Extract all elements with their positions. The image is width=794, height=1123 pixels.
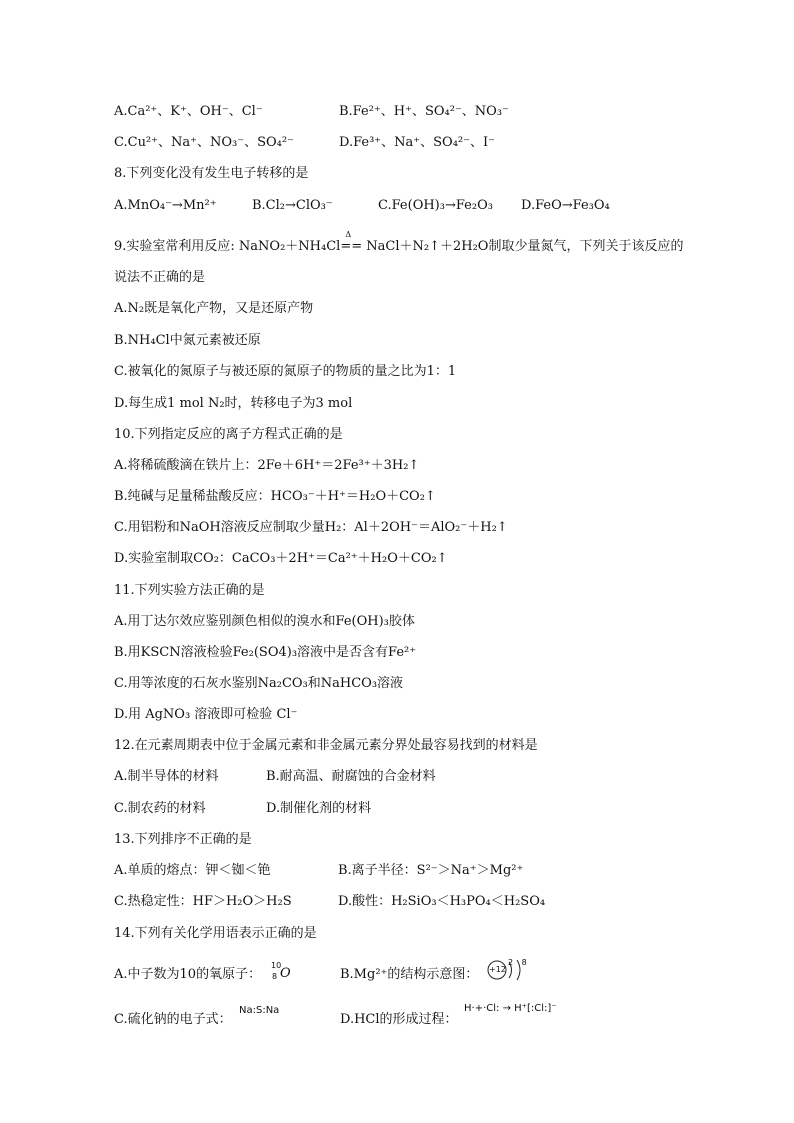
- q13-option-c: C.热稳定性：HF＞H₂O＞H₂S: [114, 894, 292, 909]
- q8-option-b: B.Cl₂→ClO₃⁻: [252, 198, 333, 213]
- q8-option-d: D.FeO→Fe₃O₄: [521, 198, 610, 213]
- q13-stem: 13.下列排序不正确的是: [114, 832, 252, 847]
- q9-option-a: A.N₂既是氧化产物，又是还原产物: [114, 301, 314, 316]
- q14-option-a: [114, 966, 261, 984]
- nucleus-charge: +12: [489, 965, 506, 974]
- q7-option-d: D.Fe³⁺、Na⁺、SO₄²⁻、I⁻: [339, 135, 496, 150]
- nuclide-mass-number: 10: [271, 961, 282, 970]
- q14-option-d-label: D.HCl的形成过程：: [340, 1012, 458, 1027]
- q11-option-c: C.用等浓度的石灰水鉴别Na₂CO₃和NaHCO₃溶液: [114, 676, 404, 691]
- mg-ion-structure-diagram: [486, 955, 536, 985]
- q8-option-c: C.Fe(OH)₃→Fe₂O₃: [378, 198, 493, 213]
- q12-option-d: D.制催化剂的材料: [266, 801, 372, 816]
- q12-option-c: C.制农药的材料: [114, 801, 206, 816]
- nuclide-element-symbol: O: [280, 966, 291, 981]
- q11-option-a: A.用丁达尔效应鉴别颜色相似的溴水和Fe(OH)₃胶体: [114, 614, 415, 629]
- q10-option-d: D.实验室制取CO₂：CaCO₃＋2H⁺＝Ca²⁺＋H₂O＋CO₂↑: [114, 551, 448, 566]
- q8-option-a: A.MnO₄⁻→Mn²⁺: [114, 198, 217, 213]
- sodium-sulfide-electron-formula: [239, 1005, 279, 1016]
- heat-delta-mark: Δ: [345, 230, 352, 239]
- q14-option-c-label: C.硫化钠的电子式：: [114, 1012, 232, 1027]
- q9-option-d: D.每生成1 mol N₂时，转移电子为3 mol: [114, 396, 353, 411]
- q11-stem: 11.下列实验方法正确的是: [114, 583, 265, 598]
- q10-option-c: C.用铝粉和NaOH溶液反应制取少量H₂：Al＋2OH⁻＝AlO₂⁻＋H₂↑: [114, 520, 508, 535]
- electron-formula-text: Na:S:Na: [239, 1005, 280, 1016]
- q9-option-c: C.被氧化的氮原子与被还原的氮原子的物质的量之比为1：1: [114, 364, 457, 379]
- q12-stem: 12.在元素周期表中位于金属元素和非金属元素分界处最容易找到的材料是: [114, 738, 538, 753]
- product-electron-dots: H⁺[:Cl:]⁻: [514, 1003, 557, 1014]
- q13-option-b: B.离子半径：S²⁻＞Na⁺＞Mg²⁺: [338, 863, 524, 878]
- q9-stem-part2: NaCl＋N₂↑＋2H₂O制取少量氮气，下列关于该反应的: [362, 239, 684, 254]
- equals-sign: ==: [340, 239, 363, 254]
- arrow-icon: →: [502, 1003, 511, 1014]
- reactant-electron-dots: H·+·Cl:: [464, 1003, 500, 1014]
- q7-option-b: B.Fe²⁺、H⁺、SO₄²⁻、NO₃⁻: [339, 104, 509, 119]
- q10-stem: 10.下列指定反应的离子方程式正确的是: [114, 427, 343, 442]
- q9-option-b: B.NH₄Cl中氮元素被还原: [114, 333, 261, 348]
- q12-option-b: B.耐高温、耐腐蚀的合金材料: [266, 769, 436, 784]
- q14-stem: 14.下列有关化学用语表示正确的是: [114, 926, 317, 941]
- q13-option-d: D.酸性：H₂SiO₃＜H₃PO₄＜H₂SO₄: [338, 894, 546, 909]
- q7-option-c: C.Cu²⁺、Na⁺、NO₃⁻、SO₄²⁻: [114, 135, 294, 150]
- heat-equals-sign: [340, 230, 363, 256]
- q13-option-a: A.单质的熔点：钾＜铷＜铯: [114, 863, 271, 878]
- q14-option-b: [340, 966, 478, 984]
- q10-option-b: B.纯碱与足量稀盐酸反应：HCO₃⁻＋H⁺＝H₂O＋CO₂↑: [114, 489, 436, 504]
- q14-option-d: [340, 1011, 458, 1029]
- q9-stem: [114, 230, 684, 256]
- q14-option-b-label: B.Mg²⁺的结构示意图：: [340, 967, 479, 982]
- nuclide-atomic-number: 8: [272, 972, 278, 981]
- q12-option-a: A.制半导体的材料: [114, 769, 219, 784]
- q10-option-a: A.将稀硫酸滴在铁片上：2Fe＋6H⁺＝2Fe³⁺＋3H₂↑: [114, 458, 420, 473]
- electron-shell-counts: 2 8: [508, 958, 530, 967]
- q9-stem-line2: 说法不正确的是: [114, 270, 206, 285]
- hcl-formation-process: [464, 1003, 557, 1014]
- q7-option-a: A.Ca²⁺、K⁺、OH⁻、Cl⁻: [114, 104, 263, 119]
- q9-stem-part1: 9.实验室常利用反应: NaNO₂＋NH₄Cl: [114, 239, 341, 254]
- q11-option-b: B.用KSCN溶液检验Fe₂(SO4)₃溶液中是否含有Fe²⁺: [114, 645, 417, 660]
- q11-option-d: D.用 AgNO₃ 溶液即可检验 Cl⁻: [114, 707, 298, 722]
- q8-stem: 8.下列变化没有发生电子转移的是: [114, 166, 309, 181]
- q14-option-a-label: A.中子数为10的氧原子：: [114, 967, 262, 982]
- oxygen-nuclide-symbol: [271, 961, 295, 987]
- q14-option-c: [114, 1011, 232, 1029]
